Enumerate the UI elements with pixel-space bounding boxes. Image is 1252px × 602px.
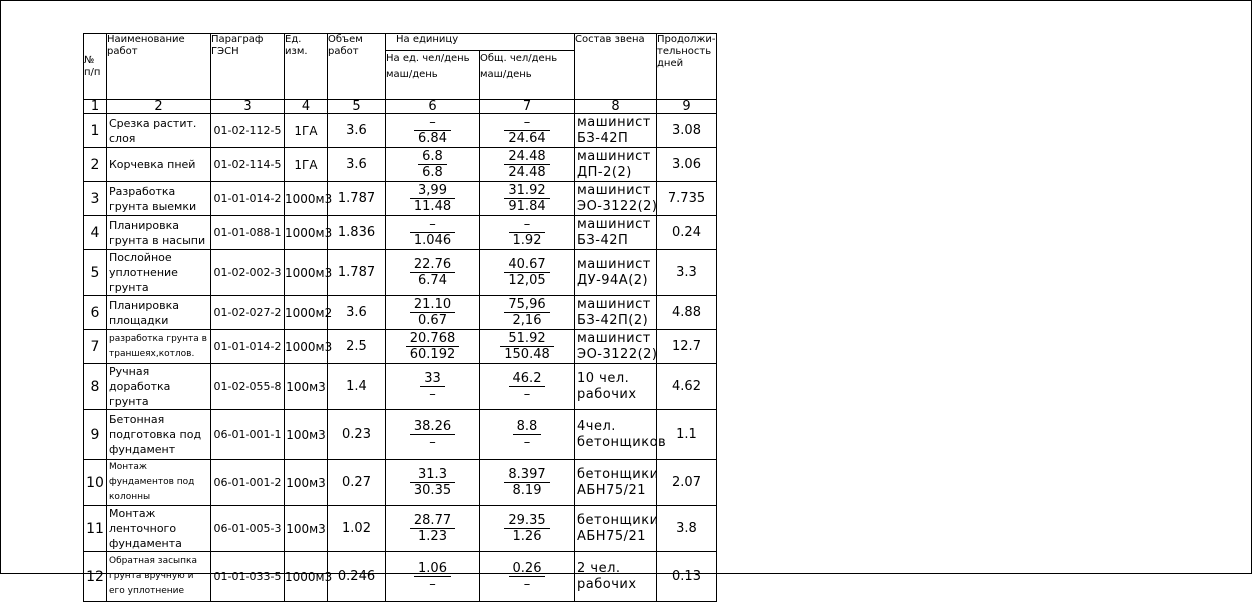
per-unit-labor (386, 410, 480, 460)
denominator: – (523, 577, 531, 592)
header-per-unit: На единицу (386, 34, 575, 51)
row-number: 11 (84, 506, 107, 552)
volume: 1.836 (328, 216, 386, 250)
duration: 3.06 (657, 148, 717, 182)
numerator: 46.2 (509, 371, 546, 387)
crew: машинист БЗ-42П (575, 114, 657, 148)
denominator: 30.35 (413, 483, 452, 498)
numerator: 38.26 (410, 419, 455, 435)
denominator: 1.23 (418, 529, 447, 544)
volume: 0.27 (328, 460, 386, 506)
numerator: 40.67 (504, 257, 549, 273)
unit: 100м3 (285, 364, 328, 410)
duration: 4.88 (657, 296, 717, 330)
denominator: 1.046 (413, 233, 452, 248)
column-number: 9 (657, 100, 717, 114)
row-number: 2 (84, 148, 107, 182)
work-name: Ручная доработка грунта (107, 364, 211, 410)
crew: машинист ЭО-3122(2) (575, 330, 657, 364)
row-number: 4 (84, 216, 107, 250)
unit: 100м3 (285, 460, 328, 506)
unit: 1ГА (285, 148, 328, 182)
crew: машинист БЗ-42П (575, 216, 657, 250)
unit: 1000м3 (285, 250, 328, 296)
header-crew: Состав звена (575, 34, 657, 100)
numerator: 24.48 (504, 149, 549, 165)
row-number: 9 (84, 410, 107, 460)
per-unit-labor (386, 330, 480, 364)
header-duration: Продолжи-тельность дней (657, 34, 717, 100)
volume: 1.787 (328, 250, 386, 296)
denominator: – (429, 435, 436, 450)
total-labor (480, 460, 575, 506)
total-labor (480, 216, 575, 250)
unit: 100м3 (285, 410, 328, 460)
total-labor (480, 250, 575, 296)
denominator: 24.48 (508, 165, 546, 180)
row-number: 10 (84, 460, 107, 506)
duration: 3.3 (657, 250, 717, 296)
volume: 3.6 (328, 296, 386, 330)
table-row (84, 506, 717, 552)
numerator: 31.92 (504, 183, 549, 199)
numerator: – (414, 115, 451, 131)
table-row (84, 410, 717, 460)
unit: 1000м3 (285, 552, 328, 602)
unit: 1000м3 (285, 182, 328, 216)
volume: 1.02 (328, 506, 386, 552)
gesn-code: 01-02-114-5 (211, 148, 285, 182)
column-number: 7 (480, 100, 575, 114)
crew: машинист ЭО-3122(2) (575, 182, 657, 216)
gesn-code: 01-01-014-2 (211, 182, 285, 216)
row-number: 8 (84, 364, 107, 410)
gesn-code: 01-01-033-5 (211, 552, 285, 602)
row-number: 3 (84, 182, 107, 216)
header-per-unit-b: Общ. чел/день маш/день (480, 51, 575, 100)
per-unit-labor (386, 552, 480, 602)
table-row (84, 148, 717, 182)
denominator: 2,16 (512, 313, 542, 328)
volume: 1.787 (328, 182, 386, 216)
volume: 1.4 (328, 364, 386, 410)
work-name: разработка грунта в траншеях,котлов. (107, 330, 211, 364)
table-row (84, 364, 717, 410)
denominator: 1.26 (512, 529, 542, 544)
header-paragraph: Параграф ГЭСН (211, 34, 285, 100)
per-unit-labor (386, 460, 480, 506)
crew: 2 чел. рабочих (575, 552, 657, 602)
duration: 3.8 (657, 506, 717, 552)
numerator: 8.397 (504, 467, 549, 483)
total-labor (480, 148, 575, 182)
duration: 0.13 (657, 552, 717, 602)
duration: 1.1 (657, 410, 717, 460)
total-labor (480, 506, 575, 552)
header-name: Наименование работ (107, 34, 211, 100)
numerator: 22.76 (410, 257, 455, 273)
table-row (84, 114, 717, 148)
unit: 1ГА (285, 114, 328, 148)
crew: машинист БЗ-42П(2) (575, 296, 657, 330)
table-row (84, 296, 717, 330)
numerator: – (504, 115, 549, 131)
row-number: 1 (84, 114, 107, 148)
per-unit-labor (386, 250, 480, 296)
row-number: 7 (84, 330, 107, 364)
numerator: 29.35 (504, 513, 549, 529)
denominator: 11.48 (413, 199, 452, 214)
work-name: Планировка площадки (107, 296, 211, 330)
crew: бетонщики АБН75/21 (575, 460, 657, 506)
column-number: 8 (575, 100, 657, 114)
numerator: 1.06 (414, 561, 451, 577)
row-number: 5 (84, 250, 107, 296)
volume: 2.5 (328, 330, 386, 364)
total-labor (480, 296, 575, 330)
duration: 0.24 (657, 216, 717, 250)
column-number: 1 (84, 100, 107, 114)
work-name: Монтаж фундаментов под колонны (107, 460, 211, 506)
numerator: 21.10 (410, 297, 455, 313)
duration: 7.735 (657, 182, 717, 216)
works-table (83, 33, 717, 602)
numerator: – (410, 217, 455, 233)
column-number: 6 (386, 100, 480, 114)
numerator: 75,96 (504, 297, 549, 313)
gesn-code: 01-01-088-1 (211, 216, 285, 250)
numerator: 33 (420, 371, 445, 387)
total-labor (480, 552, 575, 602)
work-name: Корчевка пней (107, 148, 211, 182)
row-number: 12 (84, 552, 107, 602)
header-per-unit-a: На ед. чел/день маш/день (386, 51, 480, 100)
denominator: – (523, 435, 531, 450)
unit: 1000м3 (285, 216, 328, 250)
denominator: 6.84 (418, 131, 447, 146)
numerator: – (509, 217, 546, 233)
volume: 3.6 (328, 114, 386, 148)
table-row (84, 250, 717, 296)
gesn-code: 01-02-027-2 (211, 296, 285, 330)
work-name: Планировка грунта в насыпи (107, 216, 211, 250)
work-name: Срезка растит. слоя (107, 114, 211, 148)
gesn-code: 01-02-112-5 (211, 114, 285, 148)
unit: 100м3 (285, 506, 328, 552)
unit: 1000м2 (285, 296, 328, 330)
denominator: 60.192 (409, 347, 456, 362)
numerator: 8.8 (513, 419, 542, 435)
denominator: 6.8 (422, 165, 443, 180)
header-volume: Объем работ (328, 34, 386, 100)
duration: 4.62 (657, 364, 717, 410)
work-name: Разработка грунта выемки (107, 182, 211, 216)
denominator: 150.48 (504, 347, 550, 362)
denominator: – (429, 387, 436, 402)
denominator: 24.64 (508, 131, 546, 146)
header-num: № п/п (84, 34, 107, 100)
gesn-code: 06-01-001-1 (211, 410, 285, 460)
work-name: Бетонная подготовка под фундамент (107, 410, 211, 460)
table-row (84, 552, 717, 602)
gesn-code: 01-02-002-3 (211, 250, 285, 296)
volume: 0.246 (328, 552, 386, 602)
volume: 0.23 (328, 410, 386, 460)
numerator: 3,99 (410, 183, 455, 199)
gesn-code: 06-01-005-3 (211, 506, 285, 552)
denominator: 0.67 (418, 313, 447, 328)
numerator: 51.92 (500, 331, 554, 347)
numerator: 31.3 (410, 467, 455, 483)
denominator: 6.74 (418, 273, 447, 288)
column-number: 4 (285, 100, 328, 114)
per-unit-labor (386, 114, 480, 148)
work-name: Монтаж ленточного фундамента (107, 506, 211, 552)
table-row (84, 182, 717, 216)
numerator: 28.77 (410, 513, 455, 529)
gesn-code: 06-01-001-2 (211, 460, 285, 506)
total-labor (480, 182, 575, 216)
volume: 3.6 (328, 148, 386, 182)
column-number: 2 (107, 100, 211, 114)
numerator: 0.26 (509, 561, 546, 577)
crew: 10 чел. рабочих (575, 364, 657, 410)
duration: 12.7 (657, 330, 717, 364)
column-number: 5 (328, 100, 386, 114)
gesn-code: 01-02-055-8 (211, 364, 285, 410)
per-unit-labor (386, 296, 480, 330)
crew: машинист ДП-2(2) (575, 148, 657, 182)
denominator: 12,05 (508, 273, 546, 288)
work-name: Послойное уплотнение грунта (107, 250, 211, 296)
crew: бетонщики АБН75/21 (575, 506, 657, 552)
total-labor (480, 364, 575, 410)
total-labor (480, 330, 575, 364)
row-number: 6 (84, 296, 107, 330)
per-unit-labor (386, 216, 480, 250)
numerator: 6.8 (418, 149, 447, 165)
total-labor (480, 114, 575, 148)
crew: машинист ДУ-94А(2) (575, 250, 657, 296)
per-unit-labor (386, 182, 480, 216)
work-name: Обратная засыпка грунта вручную и его уплотнение (107, 552, 211, 602)
duration: 2.07 (657, 460, 717, 506)
header-unit: Ед. изм. (285, 34, 328, 100)
table-row (84, 216, 717, 250)
denominator: – (429, 577, 436, 592)
per-unit-labor (386, 506, 480, 552)
unit: 1000м3 (285, 330, 328, 364)
crew: 4чел. бетонщиков (575, 410, 657, 460)
denominator: 1.92 (512, 233, 542, 248)
numerator: 20.768 (406, 331, 460, 347)
per-unit-labor (386, 364, 480, 410)
denominator: 8.19 (512, 483, 542, 498)
denominator: 91.84 (508, 199, 546, 214)
column-number: 3 (211, 100, 285, 114)
table-row (84, 330, 717, 364)
column-numbers-row (84, 100, 717, 114)
table-row (84, 460, 717, 506)
gesn-code: 01-01-014-2 (211, 330, 285, 364)
denominator: – (523, 387, 531, 402)
duration: 3.08 (657, 114, 717, 148)
total-labor (480, 410, 575, 460)
per-unit-labor (386, 148, 480, 182)
